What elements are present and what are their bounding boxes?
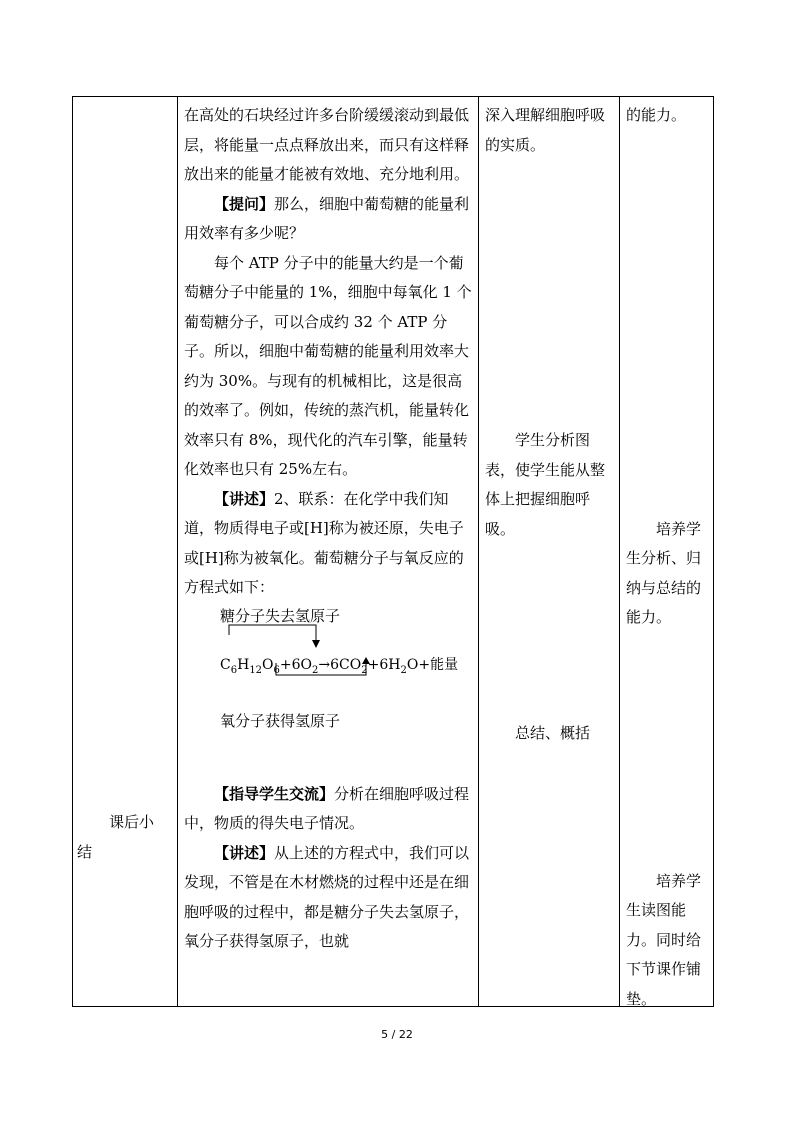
section-label-line1: 课后小	[109, 813, 155, 831]
eq-plus: +	[367, 656, 380, 673]
activity-text-2: 学生分析图表，使学生能从整体上把握细胞呼吸。	[485, 431, 606, 538]
eq-h2o-sub: 2	[400, 664, 407, 676]
paragraph-conclusion	[184, 839, 472, 957]
section-label-line2: 结	[77, 843, 93, 861]
tag-narration: 【讲述】	[214, 489, 275, 508]
eq-arrow: →	[318, 656, 331, 673]
teaching-content-cell	[177, 97, 478, 1006]
tag-guide-exchange: 【指导学生交流】	[214, 784, 335, 803]
eq-h-sub: 12	[249, 664, 263, 676]
eq-o: O	[262, 656, 274, 673]
eq-h2o: 6H	[379, 656, 401, 673]
paragraph-question	[184, 190, 472, 249]
paragraph-guide-exchange	[184, 780, 472, 839]
activity-text-1: 深入理解细胞呼吸的实质。	[485, 106, 606, 154]
lesson-table	[72, 96, 714, 1007]
eq-o-sub: 6	[273, 664, 280, 676]
paragraph-redox	[184, 485, 472, 603]
tag-narration: 【讲述】	[214, 843, 275, 862]
eq-co2: 6CO	[330, 656, 362, 673]
section-label	[77, 807, 173, 867]
intent-text-2: 培养学生分析、归纳与总结的能力。	[626, 519, 702, 626]
paragraph-stone-analogy: 在高处的石块经过许多台阶缓缓滚动到最低层，将能量一点点释放出来，而只有这样释放出来的能量才能被有效地、充分地利用。	[184, 106, 470, 183]
student-activity-cell	[478, 97, 619, 1006]
eq-h2o-o: O	[406, 656, 419, 673]
section-label-cell	[73, 97, 177, 1006]
reaction-diagram	[184, 603, 472, 730]
eq-co2-sub: 2	[361, 664, 368, 676]
diagram-top-label: 糖分子失去氢原子	[220, 606, 341, 625]
conclusion-text: 从上述的方程式中，我们可以发现，不管是在木材燃烧的过程中还是在细胞呼吸的过程中，都是糖分子失去氢原子，氧分子获得氢原子，也就	[184, 843, 470, 950]
eq-o2: 6O	[291, 656, 313, 673]
tag-question: 【提问】	[214, 194, 275, 213]
paragraph-atp-efficiency: 每个 ATP 分子中的能量大约是一个葡萄糖分子中能量的 1%，细胞中每氧化 1 个葡萄糖分子，可以合成约 32 个 ATP 分子。所以，细胞中葡萄糖的能量利用效率大约为 30%。与现有的机械相比，这是很高的效率了。例如，传统的蒸汽机，能量转化效率只有 8%，现代化的汽车引擎，能量转化效率也只有 25%左右。	[184, 253, 472, 478]
page-number: 5 / 22	[381, 1028, 413, 1041]
intent-text-1: 的能力。	[626, 106, 687, 124]
diagram-bottom-label: 氧分子获得氢原子	[220, 711, 341, 730]
redox-text: 2、联系：在化学中我们知道，物质得电子或[H]称为被还原，失电子或[H]称为被氧化。葡萄糖分子与氧反应的方程式如下：	[184, 489, 464, 596]
eq-o2-sub: 2	[312, 664, 319, 676]
activity-text-3: 总结、概括	[515, 724, 591, 742]
eq-plus: +	[279, 656, 292, 673]
question-text: 那么，细胞中葡萄糖的能量利用效率有多少呢？	[184, 194, 470, 242]
eq-c: C	[220, 656, 231, 673]
eq-h: H	[237, 656, 250, 673]
guide-exchange-text: 分析在细胞呼吸过程中，物质的得失电子情况。	[184, 784, 470, 832]
eq-c-sub: 6	[230, 664, 238, 676]
design-intent-cell	[619, 97, 715, 1006]
eq-energy: +能量	[418, 656, 459, 673]
intent-text-3: 培养学生读图能力。同时给下节课作铺垫。	[626, 871, 702, 1006]
spacer	[184, 750, 472, 780]
glucose-oxidation-equation	[220, 651, 458, 681]
